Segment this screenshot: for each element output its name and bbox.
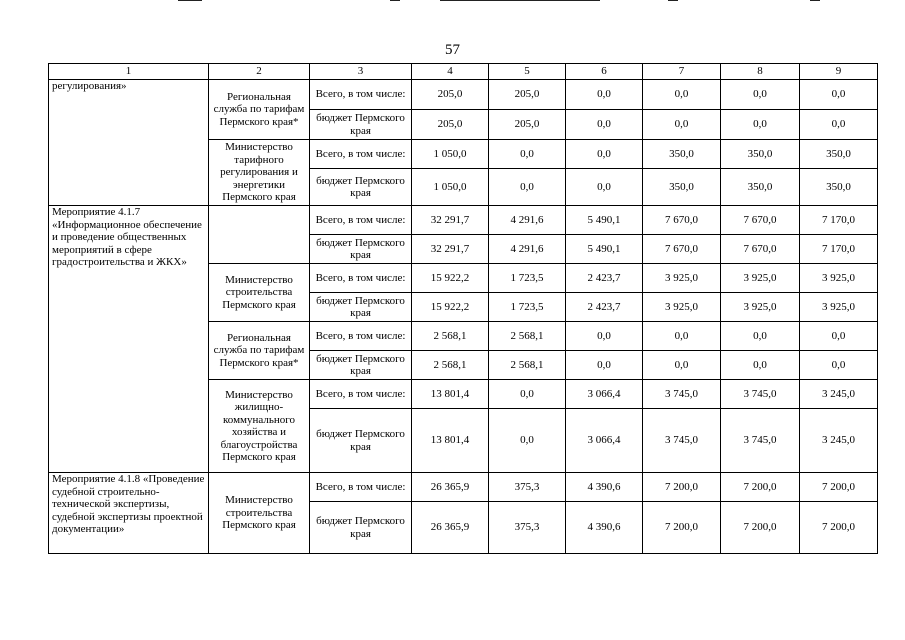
funding-type: бюджет Пермского края — [310, 502, 412, 554]
executor-name: Министерство строительства Пермского края — [209, 473, 310, 554]
value-cell: 0,0 — [800, 80, 878, 110]
column-number: 3 — [310, 64, 412, 80]
table-row — [49, 80, 878, 110]
funding-type: бюджет Пермского края — [310, 169, 412, 206]
executor-name — [209, 206, 310, 264]
value-cell: 3 925,0 — [643, 264, 721, 293]
value-cell: 7 170,0 — [800, 235, 878, 264]
value-cell: 7 200,0 — [643, 502, 721, 554]
value-cell: 7 670,0 — [643, 206, 721, 235]
value-cell: 7 200,0 — [721, 473, 800, 502]
value-cell: 26 365,9 — [412, 473, 489, 502]
funding-type: Всего, в том числе: — [310, 473, 412, 502]
executor-name: Министерство строительства Пермского края — [209, 264, 310, 322]
top-edge-mark — [810, 0, 820, 1]
value-cell: 0,0 — [643, 322, 721, 351]
value-cell: 32 291,7 — [412, 235, 489, 264]
funding-type: бюджет Пермского края — [310, 235, 412, 264]
value-cell: 13 801,4 — [412, 409, 489, 473]
value-cell: 3 925,0 — [800, 293, 878, 322]
value-cell: 0,0 — [489, 140, 566, 169]
top-edge-mark — [390, 0, 400, 1]
funding-type: Всего, в том числе: — [310, 206, 412, 235]
column-number: 6 — [566, 64, 643, 80]
column-number: 9 — [800, 64, 878, 80]
value-cell: 15 922,2 — [412, 264, 489, 293]
column-number: 8 — [721, 64, 800, 80]
value-cell: 0,0 — [721, 110, 800, 140]
value-cell: 4 390,6 — [566, 473, 643, 502]
top-edge-mark — [668, 0, 678, 1]
value-cell: 0,0 — [566, 169, 643, 206]
value-cell: 0,0 — [489, 409, 566, 473]
value-cell: 5 490,1 — [566, 206, 643, 235]
funding-type: бюджет Пермского края — [310, 293, 412, 322]
funding-type: Всего, в том числе: — [310, 80, 412, 110]
value-cell: 2 423,7 — [566, 293, 643, 322]
value-cell: 3 925,0 — [721, 264, 800, 293]
value-cell: 3 066,4 — [566, 380, 643, 409]
funding-type: Всего, в том числе: — [310, 264, 412, 293]
value-cell: 4 291,6 — [489, 206, 566, 235]
value-cell: 1 723,5 — [489, 264, 566, 293]
value-cell: 205,0 — [412, 80, 489, 110]
value-cell: 0,0 — [566, 351, 643, 380]
value-cell: 0,0 — [721, 351, 800, 380]
value-cell: 3 745,0 — [721, 380, 800, 409]
value-cell: 350,0 — [643, 140, 721, 169]
value-cell: 3 925,0 — [721, 293, 800, 322]
value-cell: 7 200,0 — [643, 473, 721, 502]
column-number: 5 — [489, 64, 566, 80]
column-number-row — [49, 64, 878, 80]
funding-type: бюджет Пермского края — [310, 409, 412, 473]
measure-name: Мероприятие 4.1.8 «Проведение судебной строительно-технической экспертизы, судебной экспертизы проектной документации» — [49, 473, 209, 554]
value-cell: 3 245,0 — [800, 409, 878, 473]
executor-name: Региональная служба по тарифам Пермского края* — [209, 322, 310, 380]
measure-name: Мероприятие 4.1.7 «Информационное обеспечение и проведение общественных мероприятий в сфере градостроительства и ЖКХ» — [49, 206, 209, 473]
executor-name: Министерство тарифного регулирования и энергетики Пермского края — [209, 140, 310, 206]
funding-type: Всего, в том числе: — [310, 322, 412, 351]
funding-type: Всего, в том числе: — [310, 380, 412, 409]
column-number: 2 — [209, 64, 310, 80]
value-cell: 5 490,1 — [566, 235, 643, 264]
value-cell: 0,0 — [800, 351, 878, 380]
value-cell: 2 568,1 — [412, 351, 489, 380]
value-cell: 350,0 — [800, 169, 878, 206]
executor-name: Региональная служба по тарифам Пермского края* — [209, 80, 310, 140]
value-cell: 1 050,0 — [412, 169, 489, 206]
value-cell: 0,0 — [721, 322, 800, 351]
value-cell: 0,0 — [800, 322, 878, 351]
value-cell: 0,0 — [721, 80, 800, 110]
value-cell: 7 670,0 — [721, 235, 800, 264]
value-cell: 7 200,0 — [721, 502, 800, 554]
value-cell: 7 200,0 — [800, 473, 878, 502]
value-cell: 0,0 — [489, 169, 566, 206]
value-cell: 3 245,0 — [800, 380, 878, 409]
value-cell: 205,0 — [412, 110, 489, 140]
value-cell: 3 745,0 — [643, 409, 721, 473]
value-cell: 205,0 — [489, 110, 566, 140]
value-cell: 0,0 — [566, 110, 643, 140]
value-cell: 350,0 — [643, 169, 721, 206]
column-number: 4 — [412, 64, 489, 80]
value-cell: 0,0 — [643, 351, 721, 380]
value-cell: 3 066,4 — [566, 409, 643, 473]
value-cell: 0,0 — [489, 380, 566, 409]
value-cell: 350,0 — [721, 169, 800, 206]
value-cell: 205,0 — [489, 80, 566, 110]
value-cell: 1 723,5 — [489, 293, 566, 322]
funding-type: Всего, в том числе: — [310, 140, 412, 169]
value-cell: 375,3 — [489, 473, 566, 502]
value-cell: 0,0 — [643, 80, 721, 110]
page-number: 57 — [445, 42, 460, 58]
value-cell: 7 200,0 — [800, 502, 878, 554]
value-cell: 15 922,2 — [412, 293, 489, 322]
table-row — [49, 206, 878, 235]
value-cell: 0,0 — [566, 140, 643, 169]
value-cell: 32 291,7 — [412, 206, 489, 235]
value-cell: 2 568,1 — [489, 322, 566, 351]
value-cell: 7 670,0 — [643, 235, 721, 264]
value-cell: 2 568,1 — [412, 322, 489, 351]
column-number: 7 — [643, 64, 721, 80]
value-cell: 1 050,0 — [412, 140, 489, 169]
value-cell: 3 925,0 — [643, 293, 721, 322]
value-cell: 3 925,0 — [800, 264, 878, 293]
table-row — [49, 473, 878, 502]
value-cell: 0,0 — [566, 322, 643, 351]
funding-type: бюджет Пермского края — [310, 351, 412, 380]
value-cell: 0,0 — [800, 110, 878, 140]
value-cell: 350,0 — [721, 140, 800, 169]
value-cell: 4 390,6 — [566, 502, 643, 554]
column-number: 1 — [49, 64, 209, 80]
funding-type: бюджет Пермского края — [310, 110, 412, 140]
budget-table — [48, 63, 878, 554]
top-edge-mark — [178, 0, 202, 1]
value-cell: 7 170,0 — [800, 206, 878, 235]
value-cell: 2 423,7 — [566, 264, 643, 293]
value-cell: 0,0 — [643, 110, 721, 140]
value-cell: 350,0 — [800, 140, 878, 169]
top-edge-mark — [440, 0, 600, 1]
value-cell: 2 568,1 — [489, 351, 566, 380]
value-cell: 3 745,0 — [721, 409, 800, 473]
value-cell: 13 801,4 — [412, 380, 489, 409]
value-cell: 7 670,0 — [721, 206, 800, 235]
value-cell: 3 745,0 — [643, 380, 721, 409]
value-cell: 4 291,6 — [489, 235, 566, 264]
value-cell: 26 365,9 — [412, 502, 489, 554]
value-cell: 0,0 — [566, 80, 643, 110]
measure-name: регулирования» — [49, 80, 209, 206]
executor-name: Министерство жилищно-коммунального хозяйства и благоустройства Пермского края — [209, 380, 310, 473]
value-cell: 375,3 — [489, 502, 566, 554]
